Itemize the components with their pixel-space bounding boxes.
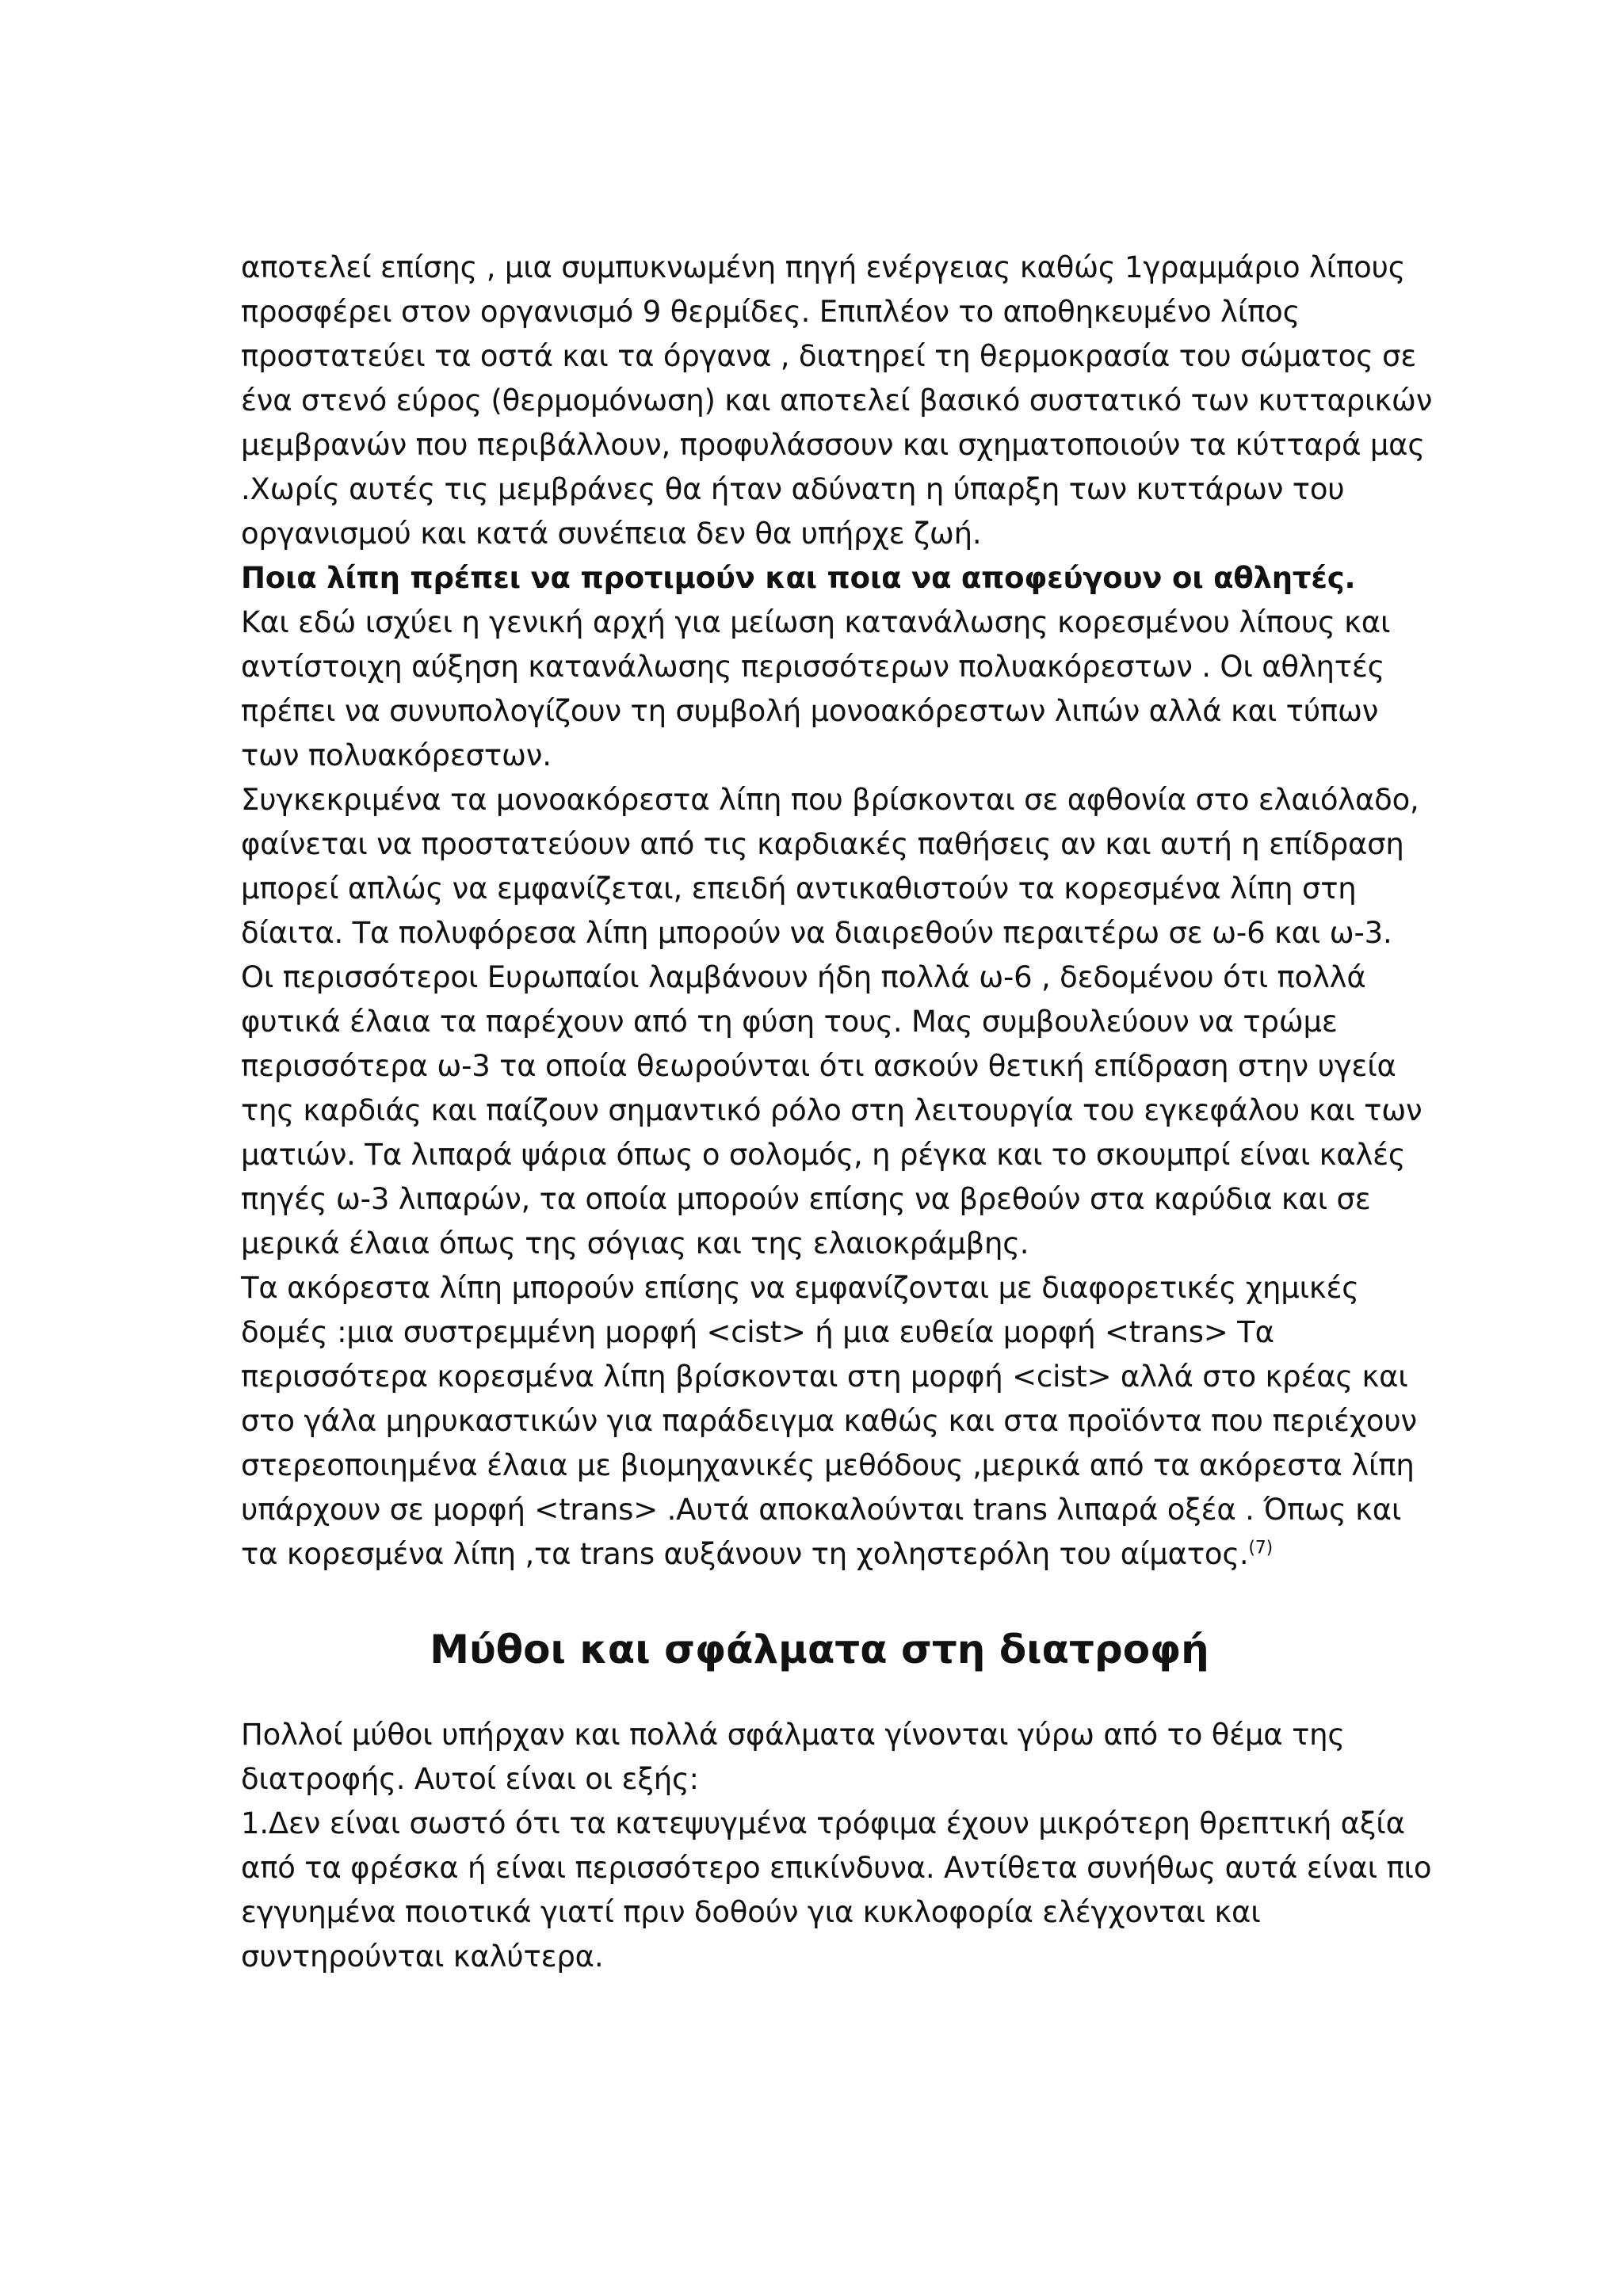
text-line: διατροφής. Αυτοί είναι οι εξής: xyxy=(241,1762,699,1796)
section-heading: Μύθοι και σφάλματα στη διατροφή xyxy=(430,1627,1209,1672)
text-line: από τα φρέσκα ή είναι περισσότερο επικίνδυνα. Αντίθετα συνήθως αυτά είναι πιο xyxy=(241,1851,1432,1885)
text-line: στερεοποιημένα έλαια με βιομηχανικές μεθόδους ,μερικά από τα ακόρεστα λίπη xyxy=(241,1448,1415,1482)
text-line: Τα ακόρεστα λίπη μπορούν επίσης να εμφανίζονται με διαφορετικές χημικές xyxy=(241,1271,1359,1305)
paragraph-monounsaturated xyxy=(241,778,1423,1266)
text-line-with-footnote xyxy=(241,1532,1398,1577)
text-line: Και εδώ ισχύει η γενική αρχή για μείωση κατανάλωσης κορεσμένου λίπους και xyxy=(241,605,1391,639)
text-line: περισσότερα κορεσμένα λίπη βρίσκονται στη μορφή <cist> αλλά στο κρέας και xyxy=(241,1360,1408,1394)
text-line: αποτελεί επίσης , μια συμπυκνωμένη πηγή ενέργειας καθώς 1γραμμάριο λίπους xyxy=(241,250,1406,284)
text-line: περισσότερα ω-3 τα οποία θεωρούνται ότι ασκούν θετική επίδραση στην υγεία xyxy=(241,1049,1396,1083)
paragraph-fat-functions xyxy=(241,246,1433,556)
text-line: στο γάλα μηρυκαστικών για παράδειγμα καθώς και στα προϊόντα που περιέχουν xyxy=(241,1404,1418,1438)
text-line: μπορεί απλώς να εμφανίζεται, επειδή αντικαθιστούν τα κορεσμένα λίπη στη xyxy=(241,871,1357,906)
text-line: δίαιτα. Τα πολυφόρεσα λίπη μπορούν να διαιρεθούν περαιτέρω σε ω-6 και ω-3. xyxy=(241,916,1392,950)
section-subheading: Ποια λίπη πρέπει να προτιμούν και ποια να αποφεύγουν οι αθλητές. xyxy=(241,561,1356,595)
text-line: προστατεύει τα οστά και τα όργανα , διατηρεί τη θερμοκρασία του σώματος σε xyxy=(241,339,1417,373)
text-line: εγγυημένα ποιοτικά γιατί πριν δοθούν για κυκλοφορία ελέγχονται και xyxy=(241,1895,1261,1929)
text-line: δομές :μια συστρεμμένη μορφή <cist> ή μια ευθεία μορφή <trans> Τα xyxy=(241,1315,1274,1349)
text-line: Πολλοί μύθοι υπήρχαν και πολλά σφάλματα γίνονται γύρω από το θέμα της xyxy=(241,1718,1345,1752)
text-line: συντηρούνται καλύτερα. xyxy=(241,1939,604,1974)
text-line: φαίνεται να προστατεύουν από τις καρδιακές παθήσεις αν και αυτή η επίδραση xyxy=(241,827,1404,861)
text-line: πηγές ω-3 λιπαρών, τα οποία μπορούν επίσης να βρεθούν στα καρύδια και σε xyxy=(241,1182,1371,1216)
text-line: .Χωρίς αυτές τις μεμβράνες θα ήταν αδύνατη η ύπαρξη των κυττάρων του xyxy=(241,472,1345,506)
text-line: υπάρχουν σε μορφή <trans> .Αυτά αποκαλούνται trans λιπαρά οξέα . Όπως και xyxy=(241,1493,1402,1527)
text-line: αντίστοιχη αύξηση κατανάλωσης περισσότερων πολυακόρεστων . Οι αθλητές xyxy=(241,650,1385,684)
text-line: μεμβρανών που περιβάλλουν, προφυλάσσουν και σχηματοποιούν τα κύτταρά μας xyxy=(241,428,1425,462)
text-line: προσφέρει στον οργανισμό 9 θερμίδες. Επιπλέον το αποθηκευμένο λίπος xyxy=(241,295,1300,329)
text-line: ματιών. Τα λιπαρά ψάρια όπως ο σολομός, η ρέγκα και το σκουμπρί είναι καλές xyxy=(241,1138,1406,1172)
text-line: πρέπει να συνυπολογίζουν τη συμβολή μονοακόρεστων λιπών αλλά και τύπων xyxy=(241,694,1379,728)
text-line: των πολυακόρεστων. xyxy=(241,738,552,772)
paragraph-trans-fats xyxy=(241,1266,1418,1577)
spacer xyxy=(241,1673,1398,1713)
paragraph-myth-1 xyxy=(241,1802,1432,1979)
text-line: οργανισμού και κατά συνέπεια δεν θα υπήρχε ζωή. xyxy=(241,517,982,551)
text-line-last: τα κορεσμένα λίπη ,τα trans αυξάνουν τη χοληστερόλη του αίματος. xyxy=(241,1537,1249,1571)
spacer xyxy=(241,1577,1398,1626)
text-line: φυτικά έλαια τα παρέχουν από τη φύση τους. Μας συμβουλεύουν να τρώμε xyxy=(241,1005,1338,1039)
text-line: Οι περισσότεροι Ευρωπαίοι λαμβάνουν ήδη πολλά ω-6 , δεδομένου ότι πολλά xyxy=(241,960,1366,994)
text-line: 1.Δεν είναι σωστό ότι τα κατεψυγμένα τρόφιμα έχουν μικρότερη θρεπτική αξία xyxy=(241,1806,1405,1840)
text-line: ένα στενό εύρος (θερμομόνωση) και αποτελεί βασικό συστατικό των κυτταρικών xyxy=(241,383,1433,418)
text-line: της καρδιάς και παίζουν σημαντικό ρόλο στη λειτουργία του εγκεφάλου και των xyxy=(241,1093,1423,1127)
paragraph-myths-intro xyxy=(241,1713,1398,1802)
text-line: μερικά έλαια όπως της σόγιας και της ελαιοκράμβης. xyxy=(241,1226,1029,1261)
text-line: Συγκεκριμένα τα μονοακόρεστα λίπη που βρίσκονται σε αφθονία στο ελαιόλαδο, xyxy=(241,783,1419,817)
paragraph-general-principle xyxy=(241,601,1398,778)
footnote-reference: (7) xyxy=(1248,1538,1273,1558)
document-page xyxy=(241,246,1433,1979)
